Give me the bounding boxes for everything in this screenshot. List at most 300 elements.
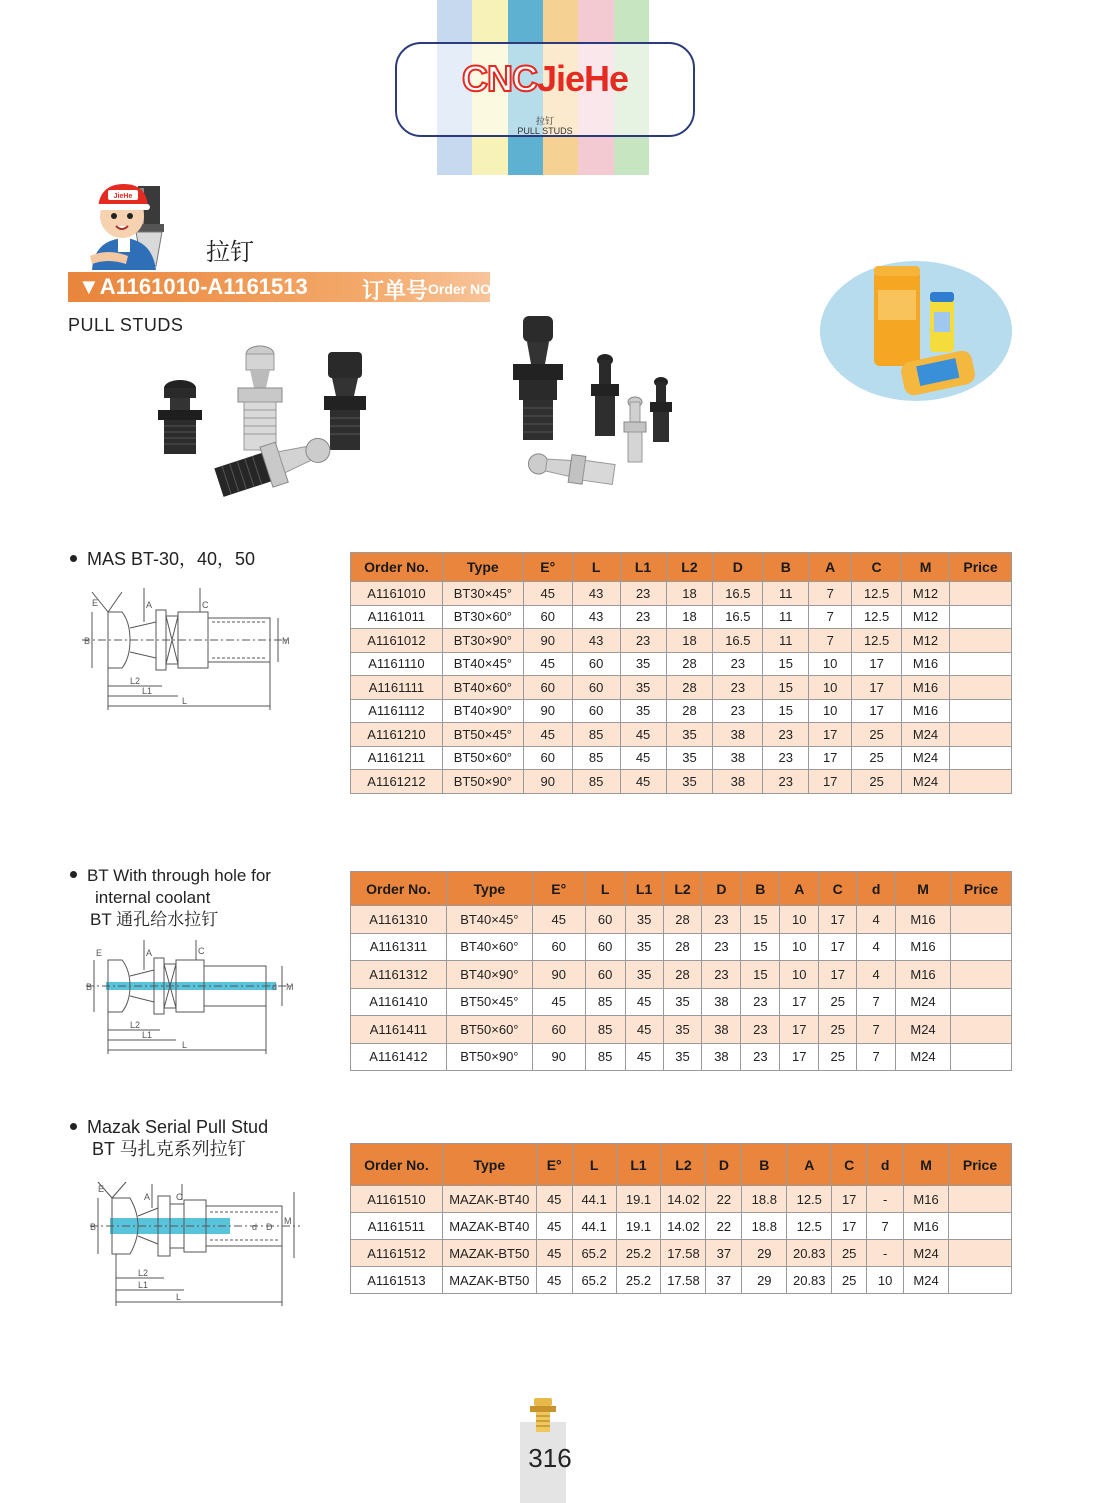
table-cell: 17 [832, 1213, 867, 1240]
table-cell: 18 [666, 629, 713, 653]
table-cell [950, 906, 1011, 934]
table-cell: 60 [523, 746, 572, 770]
table-cell: 25 [832, 1267, 867, 1294]
column-header: A [809, 553, 852, 582]
header-subtitle-cn: 拉钉 [535, 116, 554, 126]
page-title-en: PULL STUDS [68, 315, 184, 335]
table-cell [949, 699, 1011, 723]
column-header: L [572, 1144, 616, 1186]
table-cell: M16 [904, 1186, 949, 1213]
table-cell: A1161513 [351, 1267, 443, 1294]
table-row [351, 1043, 1012, 1071]
table-cell: 35 [666, 770, 713, 794]
column-header: M [902, 553, 950, 582]
table-cell: BT50×45° [442, 723, 523, 747]
table-cell: 23 [620, 582, 666, 606]
table-cell: 17 [852, 676, 902, 700]
table-cell [950, 1043, 1011, 1071]
column-header: D [702, 872, 741, 906]
table-cell: 7 [857, 988, 896, 1016]
table-cell: 23 [713, 676, 763, 700]
order-range: ▼A1161010-A1161513 [78, 274, 308, 299]
pull-studs-photo-center [505, 310, 695, 490]
table-row [351, 605, 1012, 629]
section-title: BT With through hole for [87, 866, 271, 885]
column-header: d [867, 1144, 904, 1186]
header-subtitle-en: PULL STUDS [517, 126, 573, 136]
column-header: C [832, 1144, 867, 1186]
table-cell: 85 [572, 723, 620, 747]
table-cell: 35 [620, 676, 666, 700]
label-b: B [90, 1222, 97, 1232]
table-cell: 14.02 [661, 1213, 706, 1240]
column-header: B [742, 1144, 787, 1186]
table-cell [950, 961, 1011, 989]
column-header: Price [949, 553, 1011, 582]
table-cell: A1161412 [351, 1043, 447, 1071]
label-b: B [84, 636, 91, 646]
table-cell: 17 [809, 746, 852, 770]
stud-medium-black [591, 354, 619, 436]
table-cell: A1161011 [351, 605, 443, 629]
table-cell: 11 [763, 582, 809, 606]
table-cell: A1161010 [351, 582, 443, 606]
table-cell: 90 [523, 770, 572, 794]
table-cell: BT40×60° [446, 933, 532, 961]
table-cell: M12 [902, 582, 950, 606]
brand-jiehe: JieHe [536, 58, 629, 99]
label-l2: L2 [130, 676, 141, 686]
table-row [351, 652, 1012, 676]
table-cell: 7 [857, 1016, 896, 1044]
table-cell: A1161012 [351, 629, 443, 653]
table-cell: 85 [572, 770, 620, 794]
table-cell: 12.5 [852, 629, 902, 653]
table-row [351, 676, 1012, 700]
table-cell: 23 [763, 770, 809, 794]
table-cell: 22 [706, 1213, 742, 1240]
table-cell: 11 [763, 605, 809, 629]
table-cell: 17 [852, 652, 902, 676]
table-row [351, 1186, 1012, 1213]
table-cell [949, 629, 1011, 653]
label-m: M [282, 636, 290, 646]
table-cell: 25 [819, 988, 857, 1016]
stud-silver [238, 346, 282, 450]
table-cell: 85 [585, 988, 625, 1016]
table-cell: 37 [706, 1240, 742, 1267]
table-cell: 17.58 [661, 1240, 706, 1267]
table-cell: 45 [536, 1267, 572, 1294]
table-cell: 35 [625, 933, 663, 961]
column-header: B [741, 872, 780, 906]
table-cell [950, 1016, 1011, 1044]
table-cell: A1161212 [351, 770, 443, 794]
column-header: Price [949, 1144, 1012, 1186]
table-cell: 11 [763, 629, 809, 653]
table-row [351, 961, 1012, 989]
table-cell: M12 [902, 629, 950, 653]
table-cell: 23 [763, 746, 809, 770]
table-cell: 43 [572, 605, 620, 629]
table-cell: A1161110 [351, 652, 443, 676]
table-cell: 4 [857, 906, 896, 934]
table-cell: M16 [902, 652, 950, 676]
table-cell: M24 [904, 1240, 949, 1267]
table-cell [949, 1267, 1012, 1294]
table-cell: M24 [902, 723, 950, 747]
column-header: A [780, 872, 819, 906]
label-l1: L1 [142, 686, 153, 696]
table-cell [949, 605, 1011, 629]
table-cell: 16.5 [713, 582, 763, 606]
table-cell: 12.5 [787, 1213, 832, 1240]
table-cell: 45 [532, 906, 585, 934]
table-cell: M24 [902, 770, 950, 794]
table-cell: M24 [904, 1267, 949, 1294]
label-l1: L1 [138, 1280, 149, 1290]
table-cell: 4 [857, 961, 896, 989]
table-cell: 10 [809, 699, 852, 723]
table-cell [950, 988, 1011, 1016]
table-cell: 35 [666, 723, 713, 747]
table-cell: 23 [713, 652, 763, 676]
table-cell: BT50×60° [446, 1016, 532, 1044]
table-cell: 28 [663, 933, 702, 961]
column-header: E° [523, 553, 572, 582]
table-cell: A1161112 [351, 699, 443, 723]
column-header: Order No. [351, 1144, 443, 1186]
table-cell: 60 [572, 652, 620, 676]
table-cell: BT50×90° [446, 1043, 532, 1071]
table-row [351, 906, 1012, 934]
table-row [351, 1267, 1012, 1294]
table-cell: 23 [620, 629, 666, 653]
table-cell: 23 [702, 933, 741, 961]
table-cell: 60 [532, 1016, 585, 1044]
table-cell: 60 [532, 933, 585, 961]
pull-stud-icon [526, 1396, 560, 1434]
column-header: Order No. [351, 553, 443, 582]
table-cell: 25.2 [616, 1267, 661, 1294]
label-m: M [284, 1216, 292, 1226]
table-row [351, 933, 1012, 961]
table-cell: BT40×90° [446, 961, 532, 989]
label-e: E [96, 948, 103, 958]
table-cell: BT30×90° [442, 629, 523, 653]
table-cell: 17 [780, 988, 819, 1016]
table-cell: 38 [713, 723, 763, 747]
table-cell: 85 [585, 1016, 625, 1044]
table-cell: 60 [523, 605, 572, 629]
column-header: L [585, 872, 625, 906]
table-cell: 35 [663, 988, 702, 1016]
table-cell: 35 [620, 652, 666, 676]
tube-orange-large [874, 266, 920, 366]
table-cell: BT50×90° [442, 770, 523, 794]
table-cell: A1161411 [351, 1016, 447, 1044]
table-cell: 25 [832, 1240, 867, 1267]
column-header: E° [532, 872, 585, 906]
table-cell: 25.2 [616, 1240, 661, 1267]
label-m: M [286, 982, 294, 992]
section-heading-coolant [70, 864, 271, 931]
table-row [351, 770, 1012, 794]
table-cell: 45 [536, 1213, 572, 1240]
table-cell: 22 [706, 1186, 742, 1213]
column-header: L2 [666, 553, 713, 582]
table-cell: BT50×45° [446, 988, 532, 1016]
table-cell: 38 [702, 988, 741, 1016]
column-header: Type [442, 1144, 536, 1186]
table-cell: 60 [585, 906, 625, 934]
table-cell: 90 [532, 961, 585, 989]
table-cell: 17 [819, 933, 857, 961]
table-cell: BT40×45° [446, 906, 532, 934]
table-cell: 17 [809, 770, 852, 794]
table-cell: 15 [763, 699, 809, 723]
table-cell: MAZAK-BT40 [442, 1186, 536, 1213]
table-cell: 90 [523, 699, 572, 723]
section-title: MAS BT-30，40，50 [87, 549, 256, 569]
table-cell: 45 [532, 988, 585, 1016]
table-cell: 10 [780, 906, 819, 934]
table-cell: 65.2 [572, 1267, 616, 1294]
table-cell: 10 [809, 652, 852, 676]
label-a: A [146, 600, 153, 610]
table-cell: BT30×45° [442, 582, 523, 606]
table-cell: 18.8 [742, 1186, 787, 1213]
order-label-en: Order NO. [428, 281, 495, 297]
table-cell: 44.1 [572, 1186, 616, 1213]
stud-small-silver [624, 397, 646, 462]
table-cell: 35 [663, 1016, 702, 1044]
table-cell: 23 [741, 988, 780, 1016]
table-cell: M24 [896, 988, 951, 1016]
column-header: Order No. [351, 872, 447, 906]
table-cell: 15 [741, 961, 780, 989]
label-l2: L2 [130, 1020, 141, 1030]
table-cell: 45 [523, 652, 572, 676]
order-label-cn: 订单号 [362, 278, 429, 303]
table-cell: 25 [852, 723, 902, 747]
table-cell: 90 [523, 629, 572, 653]
table-cell: A1161511 [351, 1213, 443, 1240]
table-cell: 90 [532, 1043, 585, 1071]
table-cell [950, 933, 1011, 961]
label-b: B [86, 982, 93, 992]
table-cell: - [867, 1240, 904, 1267]
table-cell: 7 [809, 582, 852, 606]
table-mazak [350, 1143, 1012, 1294]
tube-yellow-blue [930, 292, 954, 352]
table-cell: A1161311 [351, 933, 447, 961]
bullet-icon [70, 871, 77, 878]
table-cell: 85 [585, 1043, 625, 1071]
section-heading-mas [70, 548, 255, 570]
label-e: E [92, 598, 99, 608]
table-cell: 7 [809, 629, 852, 653]
stud-lying-silver [527, 449, 616, 489]
column-header: C [852, 553, 902, 582]
label-d-small: d [252, 1222, 258, 1232]
table-cell: 45 [620, 723, 666, 747]
table-cell: 25 [819, 1043, 857, 1071]
table-cell: 45 [620, 746, 666, 770]
table-cell: M24 [902, 746, 950, 770]
table-cell: 43 [572, 629, 620, 653]
table-cell [949, 1240, 1012, 1267]
table-cell [949, 582, 1011, 606]
table-row [351, 723, 1012, 747]
table-cell: 45 [536, 1186, 572, 1213]
table-row [351, 988, 1012, 1016]
table-cell: BT40×90° [442, 699, 523, 723]
table-cell: 45 [536, 1240, 572, 1267]
table-cell: 35 [625, 906, 663, 934]
diagram-coolant [82, 938, 302, 1062]
table-cell: 23 [702, 961, 741, 989]
table-cell: 19.1 [616, 1186, 661, 1213]
table-cell: M24 [896, 1016, 951, 1044]
bullet-icon [70, 555, 77, 562]
table-cell: 38 [702, 1016, 741, 1044]
table-cell: BT50×60° [442, 746, 523, 770]
bullet-icon [70, 1123, 77, 1130]
section-title: Mazak Serial Pull Stud [87, 1117, 269, 1137]
column-header: A [787, 1144, 832, 1186]
table-cell: MAZAK-BT50 [442, 1240, 536, 1267]
column-header: M [896, 872, 951, 906]
label-a: A [144, 1192, 151, 1202]
stud-black-tall [324, 352, 366, 450]
table-cell: 20.83 [787, 1267, 832, 1294]
table-cell: 23 [702, 906, 741, 934]
column-header: L1 [616, 1144, 661, 1186]
table-cell: 23 [741, 1016, 780, 1044]
label-l1: L1 [142, 1030, 153, 1040]
page-title-cn: 拉钉 [206, 239, 254, 266]
table-cell [949, 746, 1011, 770]
table-cell: 43 [572, 582, 620, 606]
table-cell: 10 [809, 676, 852, 700]
table-cell: 37 [706, 1267, 742, 1294]
table-cell: 25 [852, 770, 902, 794]
column-header: D [706, 1144, 742, 1186]
column-header: Type [446, 872, 532, 906]
table-cell: 35 [625, 961, 663, 989]
table-cell: 18.8 [742, 1213, 787, 1240]
table-cell: 20.83 [787, 1240, 832, 1267]
column-header: Price [950, 872, 1011, 906]
table-cell: 45 [620, 770, 666, 794]
section-title-cn: BT 马扎克系列拉钉 [92, 1139, 246, 1159]
table-cell: 38 [702, 1043, 741, 1071]
table-cell: 44.1 [572, 1213, 616, 1240]
table-cell: 17 [780, 1043, 819, 1071]
table-cell: 45 [625, 988, 663, 1016]
table-coolant [350, 871, 1012, 1071]
table-cell: 17 [852, 699, 902, 723]
table-cell: 38 [713, 746, 763, 770]
section-title-line2: internal coolant [95, 888, 211, 907]
table-row [351, 746, 1012, 770]
pull-studs-photo-left [140, 340, 380, 520]
table-cell: M16 [896, 961, 951, 989]
column-header: L1 [625, 872, 663, 906]
table-cell: 18 [666, 582, 713, 606]
table-cell: 25 [852, 746, 902, 770]
table-cell: 28 [663, 906, 702, 934]
column-header: d [857, 872, 896, 906]
table-cell: 10 [780, 961, 819, 989]
table-cell: 17 [819, 961, 857, 989]
table-cell: 25 [819, 1016, 857, 1044]
table-cell: 85 [572, 746, 620, 770]
table-cell: 45 [625, 1016, 663, 1044]
column-header: B [763, 553, 809, 582]
table-row [351, 1213, 1012, 1240]
table-cell: - [867, 1186, 904, 1213]
column-header: C [819, 872, 857, 906]
label-l: L [182, 696, 188, 706]
table-cell: M24 [896, 1043, 951, 1071]
table-cell: 60 [572, 676, 620, 700]
table-cell: 7 [857, 1043, 896, 1071]
label-d: D [266, 1222, 273, 1232]
table-cell: 12.5 [787, 1186, 832, 1213]
table-cell: BT40×45° [442, 652, 523, 676]
table-cell: 15 [741, 906, 780, 934]
table-cell: 18 [666, 605, 713, 629]
table-cell: A1161510 [351, 1186, 443, 1213]
table-cell: 23 [713, 699, 763, 723]
table-cell: 29 [742, 1240, 787, 1267]
diagram-mazak [86, 1178, 306, 1308]
table-cell: M16 [904, 1213, 949, 1240]
table-cell: 28 [666, 699, 713, 723]
table-cell: 35 [620, 699, 666, 723]
table-cell: 12.5 [852, 582, 902, 606]
mascot-cap-text: JieHe [113, 193, 133, 200]
table-cell: 7 [867, 1213, 904, 1240]
table-cell: A1161312 [351, 961, 447, 989]
column-header: D [713, 553, 763, 582]
column-header: M [904, 1144, 949, 1186]
table-row [351, 1016, 1012, 1044]
table-cell: 23 [620, 605, 666, 629]
table-cell: M16 [902, 699, 950, 723]
label-l: L [176, 1292, 182, 1302]
table-cell: 16.5 [713, 605, 763, 629]
table-cell: 16.5 [713, 629, 763, 653]
table-cell: 60 [572, 699, 620, 723]
table-cell: 35 [663, 1043, 702, 1071]
table-cell: M16 [896, 906, 951, 934]
column-header: L1 [620, 553, 666, 582]
table-cell: 4 [857, 933, 896, 961]
table-cell: BT30×60° [442, 605, 523, 629]
table-cell: 35 [666, 746, 713, 770]
table-cell: 28 [663, 961, 702, 989]
table-cell: 45 [625, 1043, 663, 1071]
section-heading-mazak [70, 1116, 268, 1160]
column-header: Type [442, 553, 523, 582]
table-row [351, 699, 1012, 723]
table-cell: 23 [763, 723, 809, 747]
label-d-small: d [272, 982, 278, 992]
table-cell: 15 [763, 676, 809, 700]
